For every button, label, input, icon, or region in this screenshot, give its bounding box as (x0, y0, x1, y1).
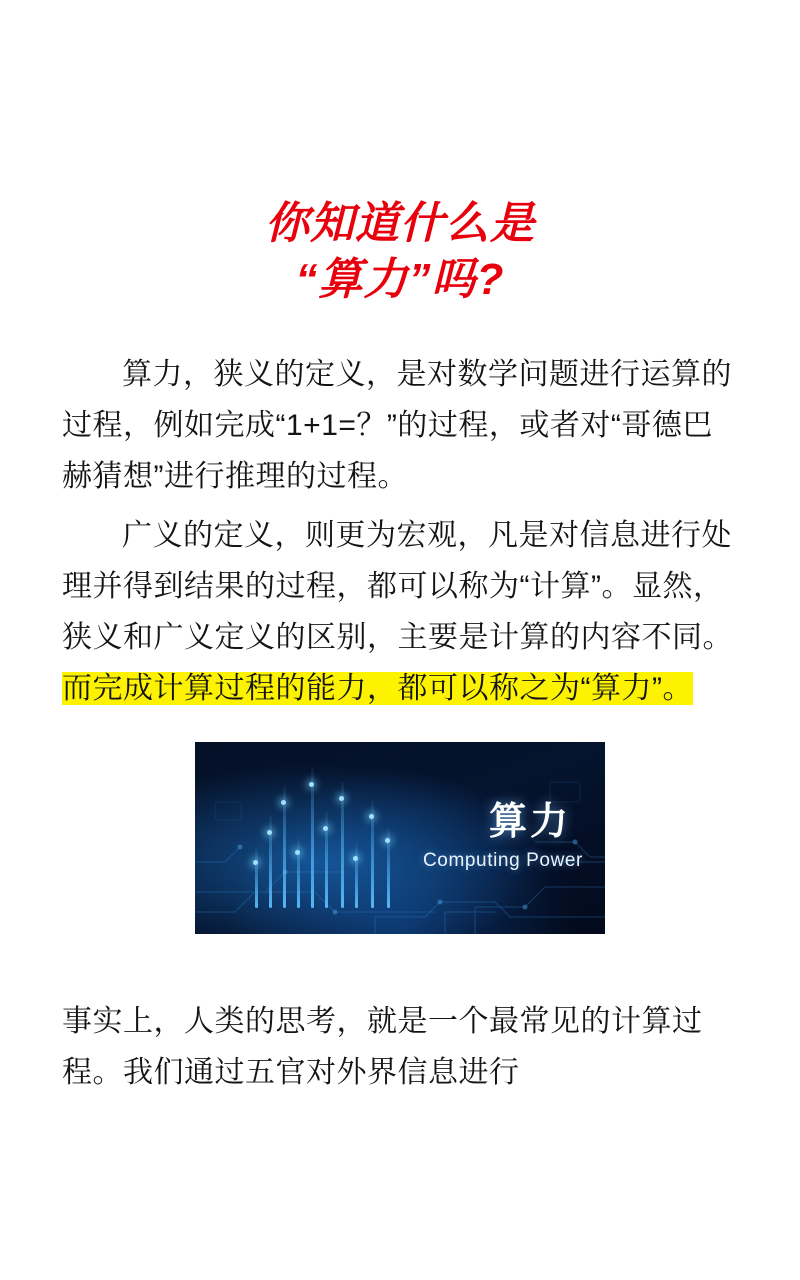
paragraph-1 (62, 349, 738, 502)
light-dot (253, 860, 258, 865)
page-title (62, 0, 738, 309)
figure-label-english: Computing Power (422, 849, 583, 871)
light-dot (295, 850, 300, 855)
paragraph-3 (62, 996, 738, 1098)
light-dot (281, 800, 286, 805)
paragraph-2-highlight: 而完成计算过程的能力，都可以称之为“算力”。 (62, 671, 693, 705)
computing-power-image (195, 742, 605, 934)
paragraph-1-text: 算力，狭义的定义，是对数学问题进行运算的过程，例如完成“1+1=？”的过程，或者对“哥德巴赫猜想”进行推理的过程。 (62, 357, 732, 493)
light-beam (311, 768, 314, 908)
light-dot (267, 830, 272, 835)
light-dot (353, 856, 358, 861)
light-dot (323, 826, 328, 831)
light-beam (297, 838, 300, 908)
paragraph-2 (62, 510, 738, 714)
light-dot (385, 838, 390, 843)
paragraph-3-text: 事实上，人类的思考，就是一个最常见的计算过程。我们通过五官对外界信息进行 (62, 1004, 703, 1089)
light-beam (255, 848, 258, 908)
light-beam (355, 844, 358, 908)
figure-label-chinese: 算力 (488, 800, 571, 843)
page-title-line-2: “算力”吗? (295, 255, 505, 305)
light-dot (369, 814, 374, 819)
light-dot (309, 782, 314, 787)
page-title-line-1: 你知道什么是 (265, 199, 535, 248)
light-dot (339, 796, 344, 801)
paragraph-2-text: 广义的定义，则更为宏观，凡是对信息进行处理并得到结果的过程，都可以称为“计算”。显然，狭义和广义定义的区别，主要是计算的内容不同。 (62, 518, 733, 654)
